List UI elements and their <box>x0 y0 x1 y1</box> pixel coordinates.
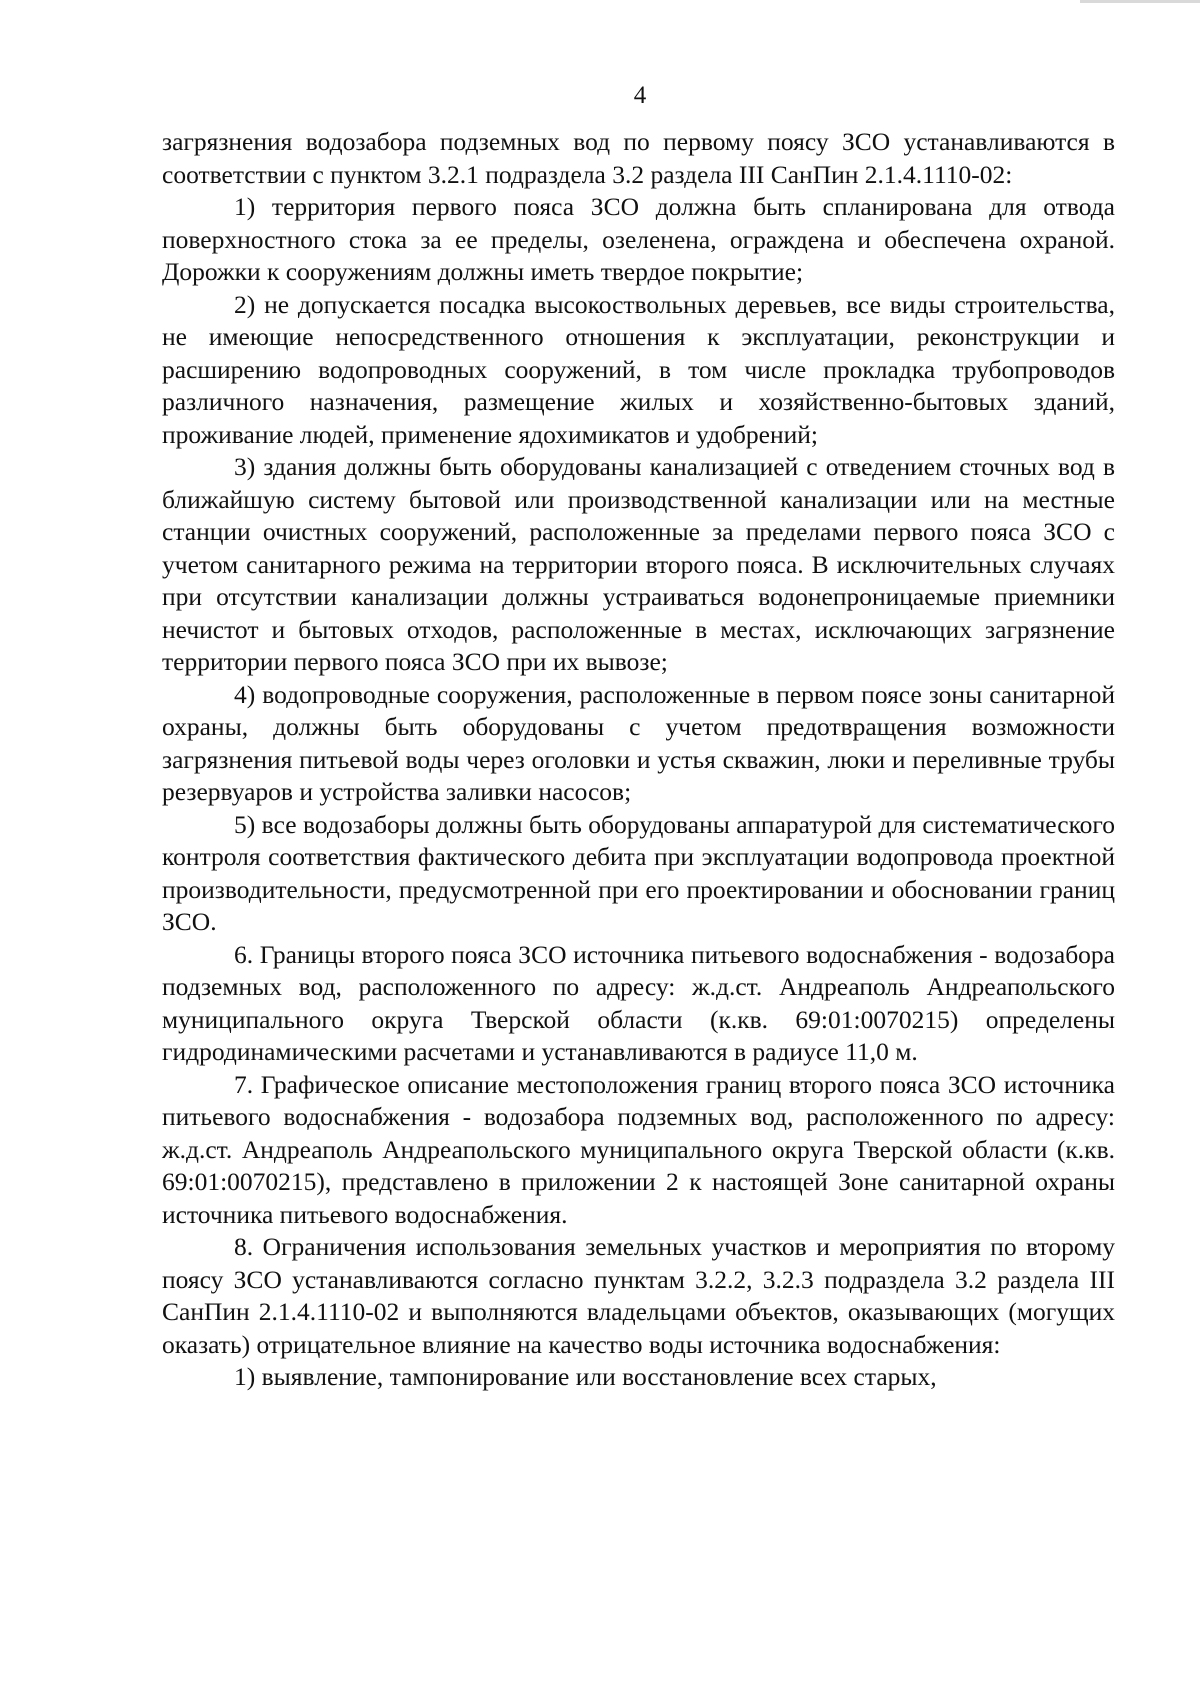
paragraph-continuation: загрязнения водозабора подземных вод по первому поясу ЗСО устанавливаются в соответствии с пунктом 3.2.1 подраздела 3.2 раздела III СанПин 2.1.4.1110-02: <box>162 127 1115 189</box>
list-item-5: 5) все водозаборы должны быть оборудованы аппаратурой для систематического контроля соответствия фактического дебита при эксплуатации водопровода проектной производительности, предусмотренной при его проектировании и обосновании границ ЗСО. <box>162 809 1115 936</box>
document-body <box>162 126 1115 1394</box>
list-item-2: 2) не допускается посадка высокоствольных деревьев, все виды строительства, не имеющие непосредственного отношения к эксплуатации, реконструкции и расширению водопроводных сооружений, в том числе прокладка трубопроводов различного назначения, размещение жилых и хозяйственно-бытовых зданий, проживание людей, применение ядохимикатов и удобрений; <box>162 289 1115 449</box>
scan-edge-mark <box>1080 0 1200 3</box>
section-8-paragraph: 8. Ограничения использования земельных участков и мероприятия по второму поясу ЗСО устанавливаются согласно пунктам 3.2.2, 3.2.3 подраздела 3.2 раздела III СанПин 2.1.4.1110-02 и выполняются владельцами объектов, оказывающих (могущих оказать) отрицательное влияние на качество воды источника водоснабжения: <box>162 1232 1115 1359</box>
page-number: 4 <box>633 82 647 109</box>
list-item-4: 4) водопроводные сооружения, расположенные в первом поясе зоны санитарной охраны, должны быть оборудованы с учетом предотвращения возможности загрязнения питьевой воды через оголовки и устья скважин, люки и переливные трубы резервуаров и устройства заливки насосов; <box>162 679 1115 806</box>
list-item-3: 3) здания должны быть оборудованы канализацией с отведением сточных вод в ближайшую систему бытовой или производственной канализации или на местные станции очистных сооружений, расположенные за пределами первого пояса ЗСО с учетом санитарного режима на территории второго пояса. В исключительных случаях при отсутствии канализации должны устраиваться водонепроницаемые приемники нечистот и бытовых отходов, расположенные в местах, исключающих загрязнение территории первого пояса ЗСО при их вывозе; <box>162 452 1115 676</box>
section-6-paragraph: 6. Границы второго пояса ЗСО источника питьевого водоснабжения - водозабора подземных вод, расположенного по адресу: ж.д.ст. Андреаполь Андреапольского муниципального округа Тверской области (к.кв. 69:01:0070215) определены гидродинамическими расчетами и устанавливаются в радиусе 11,0 м. <box>162 939 1115 1066</box>
section-7-paragraph: 7. Графическое описание местоположения границ второго пояса ЗСО источника питьевого водоснабжения - водозабора подземных вод, расположенного по адресу: ж.д.ст. Андреаполь Андреапольского муниципального округа Тверской области (к.кв. 69:01:0070215), представлено в приложении 2 к настоящей Зоне санитарной охраны источника питьевого водоснабжения. <box>162 1069 1115 1229</box>
list-item-8-1: 1) выявление, тампонирование или восстановление всех старых, <box>234 1362 937 1391</box>
list-item-1: 1) территория первого пояса ЗСО должна быть спланирована для отвода поверхностного стока за ее пределы, озеленена, ограждена и обеспечена охраной. Дорожки к сооружениям должны иметь твердое покрытие; <box>162 192 1115 286</box>
